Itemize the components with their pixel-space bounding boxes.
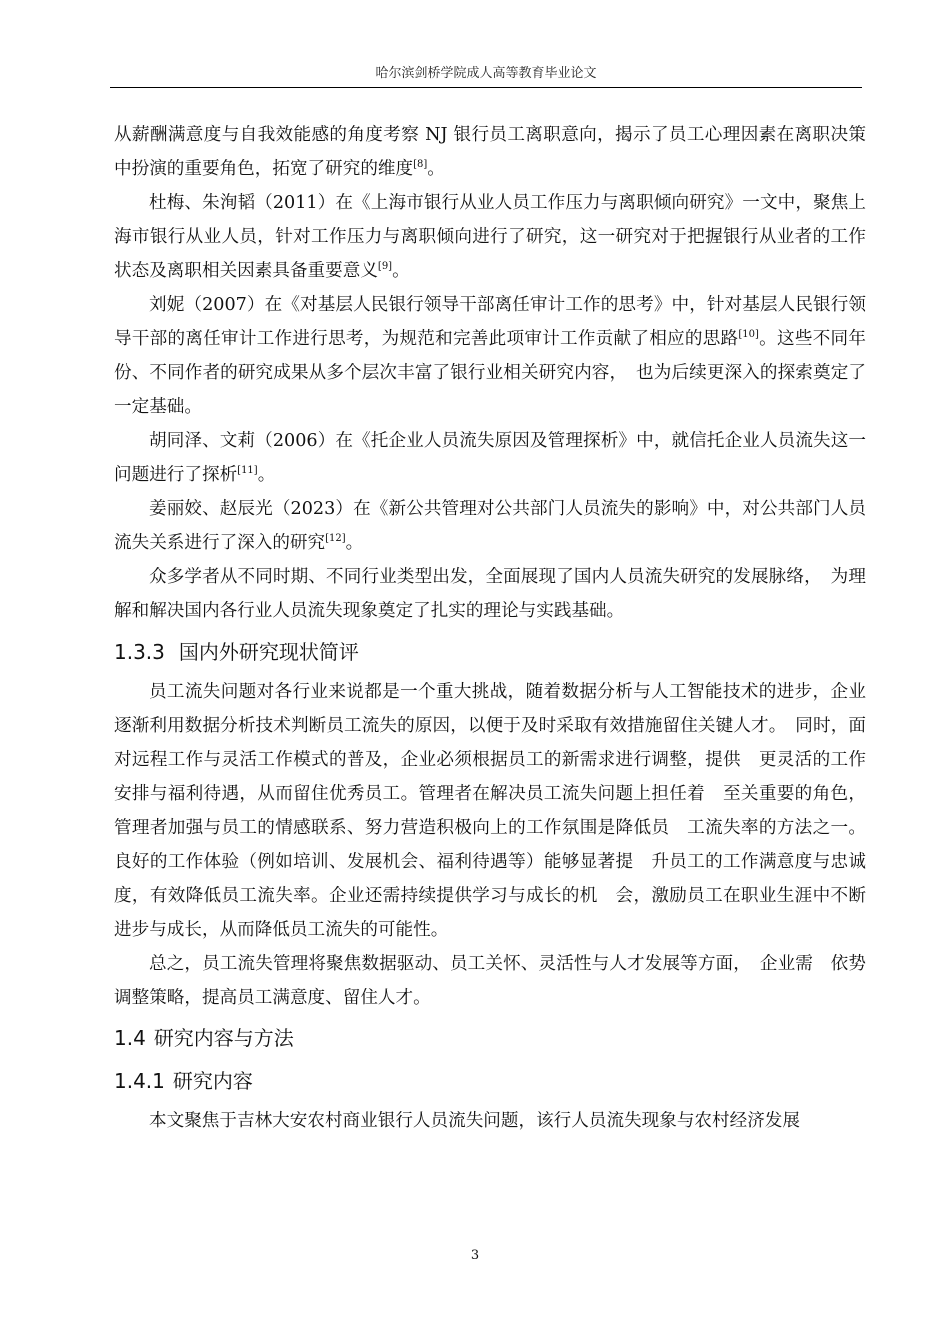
section-heading-1-3-3: [114, 633, 866, 671]
paragraph-text: 刘妮（2007）在《对基层人民银行领导干部离任审计工作的思考》中，针对基层人民银行领导干部的离任审计工作进行思考，为规范和完善此项审计工作贡献了相应的思路: [114, 295, 866, 349]
paragraph: 众多学者从不同时期、不同行业类型出发，全面展现了国内人员流失研究的发展脉络， 为理解和解决国内各行业人员流失现象奠定了扎实的理论与实践基础。: [114, 567, 866, 621]
paragraph: 总之，员工流失管理将聚焦数据驱动、员工关怀、灵活性与人才发展等方面， 企业需 依势调整策略，提高员工满意度、留住人才。: [114, 954, 866, 1008]
section-title: 国内外研究现状简评: [178, 640, 359, 664]
page-body: [114, 118, 866, 1138]
paragraph: [114, 186, 866, 288]
section-number: 1.4: [114, 1026, 146, 1050]
section-heading-1-4: [114, 1019, 866, 1057]
paragraph-text: 。这些不同年份、不同作者的研究成果从多个层次丰富了银行业相关研究内容， 也为后续更深入的探索奠定了一定基础。: [114, 329, 866, 417]
paragraph-text: 姜丽姣、赵辰光（2023）在《新公共管理对公共部门人员流失的影响》中，对公共部门人员流失关系进行了深入的研究: [114, 499, 866, 553]
section-number: 1.3.3: [114, 640, 165, 664]
paragraph: [114, 118, 866, 186]
page-header: 哈尔滨剑桥学院成人高等教育毕业论文: [375, 66, 597, 81]
citation: [8]: [413, 159, 428, 170]
paragraph: 员工流失问题对各行业来说都是一个重大挑战，随着数据分析与人工智能技术的进步，企业逐渐利用数据分析技术判断员工流失的原因，以便于及时采取有效措施留住关键人才。 同时，面对远程工作与灵活工作模式的普及，企业必须根据员工的新需求进行调整，提供 更灵活的工作安排与福利待遇，从而留住优秀员工。管理者在解决员工流失问题上担任着 至关重要的角色，管理者加强与员工的情感联系、努力营造积极向上的工作氛围是降低员 工流失率的方法之一。良好的工作体验（例如培训、发展机会、福利待遇等）能够显著提 升员工的工作满意度与忠诚度，有效降低员工流失率。企业还需持续提供学习与成长的机 会，激励员工在职业生涯中不断进步与成长，从而降低员工流失的可能性。: [114, 682, 866, 940]
paragraph: [114, 492, 866, 560]
paragraph-text: 从薪酬满意度与自我效能感的角度考察 NJ 银行员工离职意向，揭示了员工心理因素在离职决策中扮演的重要角色，拓宽了研究的维度: [114, 125, 866, 179]
paragraph: [114, 288, 866, 424]
paragraph-text: 。: [257, 465, 276, 485]
citation: [9]: [377, 261, 393, 272]
paragraph: 本文聚焦于吉林大安农村商业银行人员流失问题，该行人员流失现象与农村经济发展: [149, 1111, 800, 1131]
section-heading-1-4-1: [114, 1062, 866, 1100]
paragraph-text: 。: [392, 261, 410, 281]
paragraph-text: 杜梅、朱洵韬（2011）在《上海市银行从业人员工作压力与离职倾向研究》一文中，聚焦上海市银行从业人员，针对工作压力与离职倾向进行了研究，这一研究对于把握银行从业者的工作状态及离职相关因素具备重要意义: [114, 193, 866, 281]
header-rule: [110, 87, 862, 88]
paragraph-text: 。: [427, 159, 445, 179]
page-number: 3: [470, 1248, 480, 1263]
citation: [11]: [237, 465, 258, 476]
citation: [10]: [738, 329, 759, 340]
section-number: 1.4.1: [114, 1069, 165, 1093]
paragraph: [114, 424, 866, 492]
section-title: 研究内容与方法: [153, 1026, 294, 1050]
citation: [12]: [325, 533, 346, 544]
paragraph-text: 。: [345, 533, 364, 553]
paragraph-text: 胡同泽、文莉（2006）在《托企业人员流失原因及管理探析》中，就信托企业人员流失这一问题进行了探析: [114, 431, 866, 485]
section-title: 研究内容: [172, 1069, 253, 1093]
